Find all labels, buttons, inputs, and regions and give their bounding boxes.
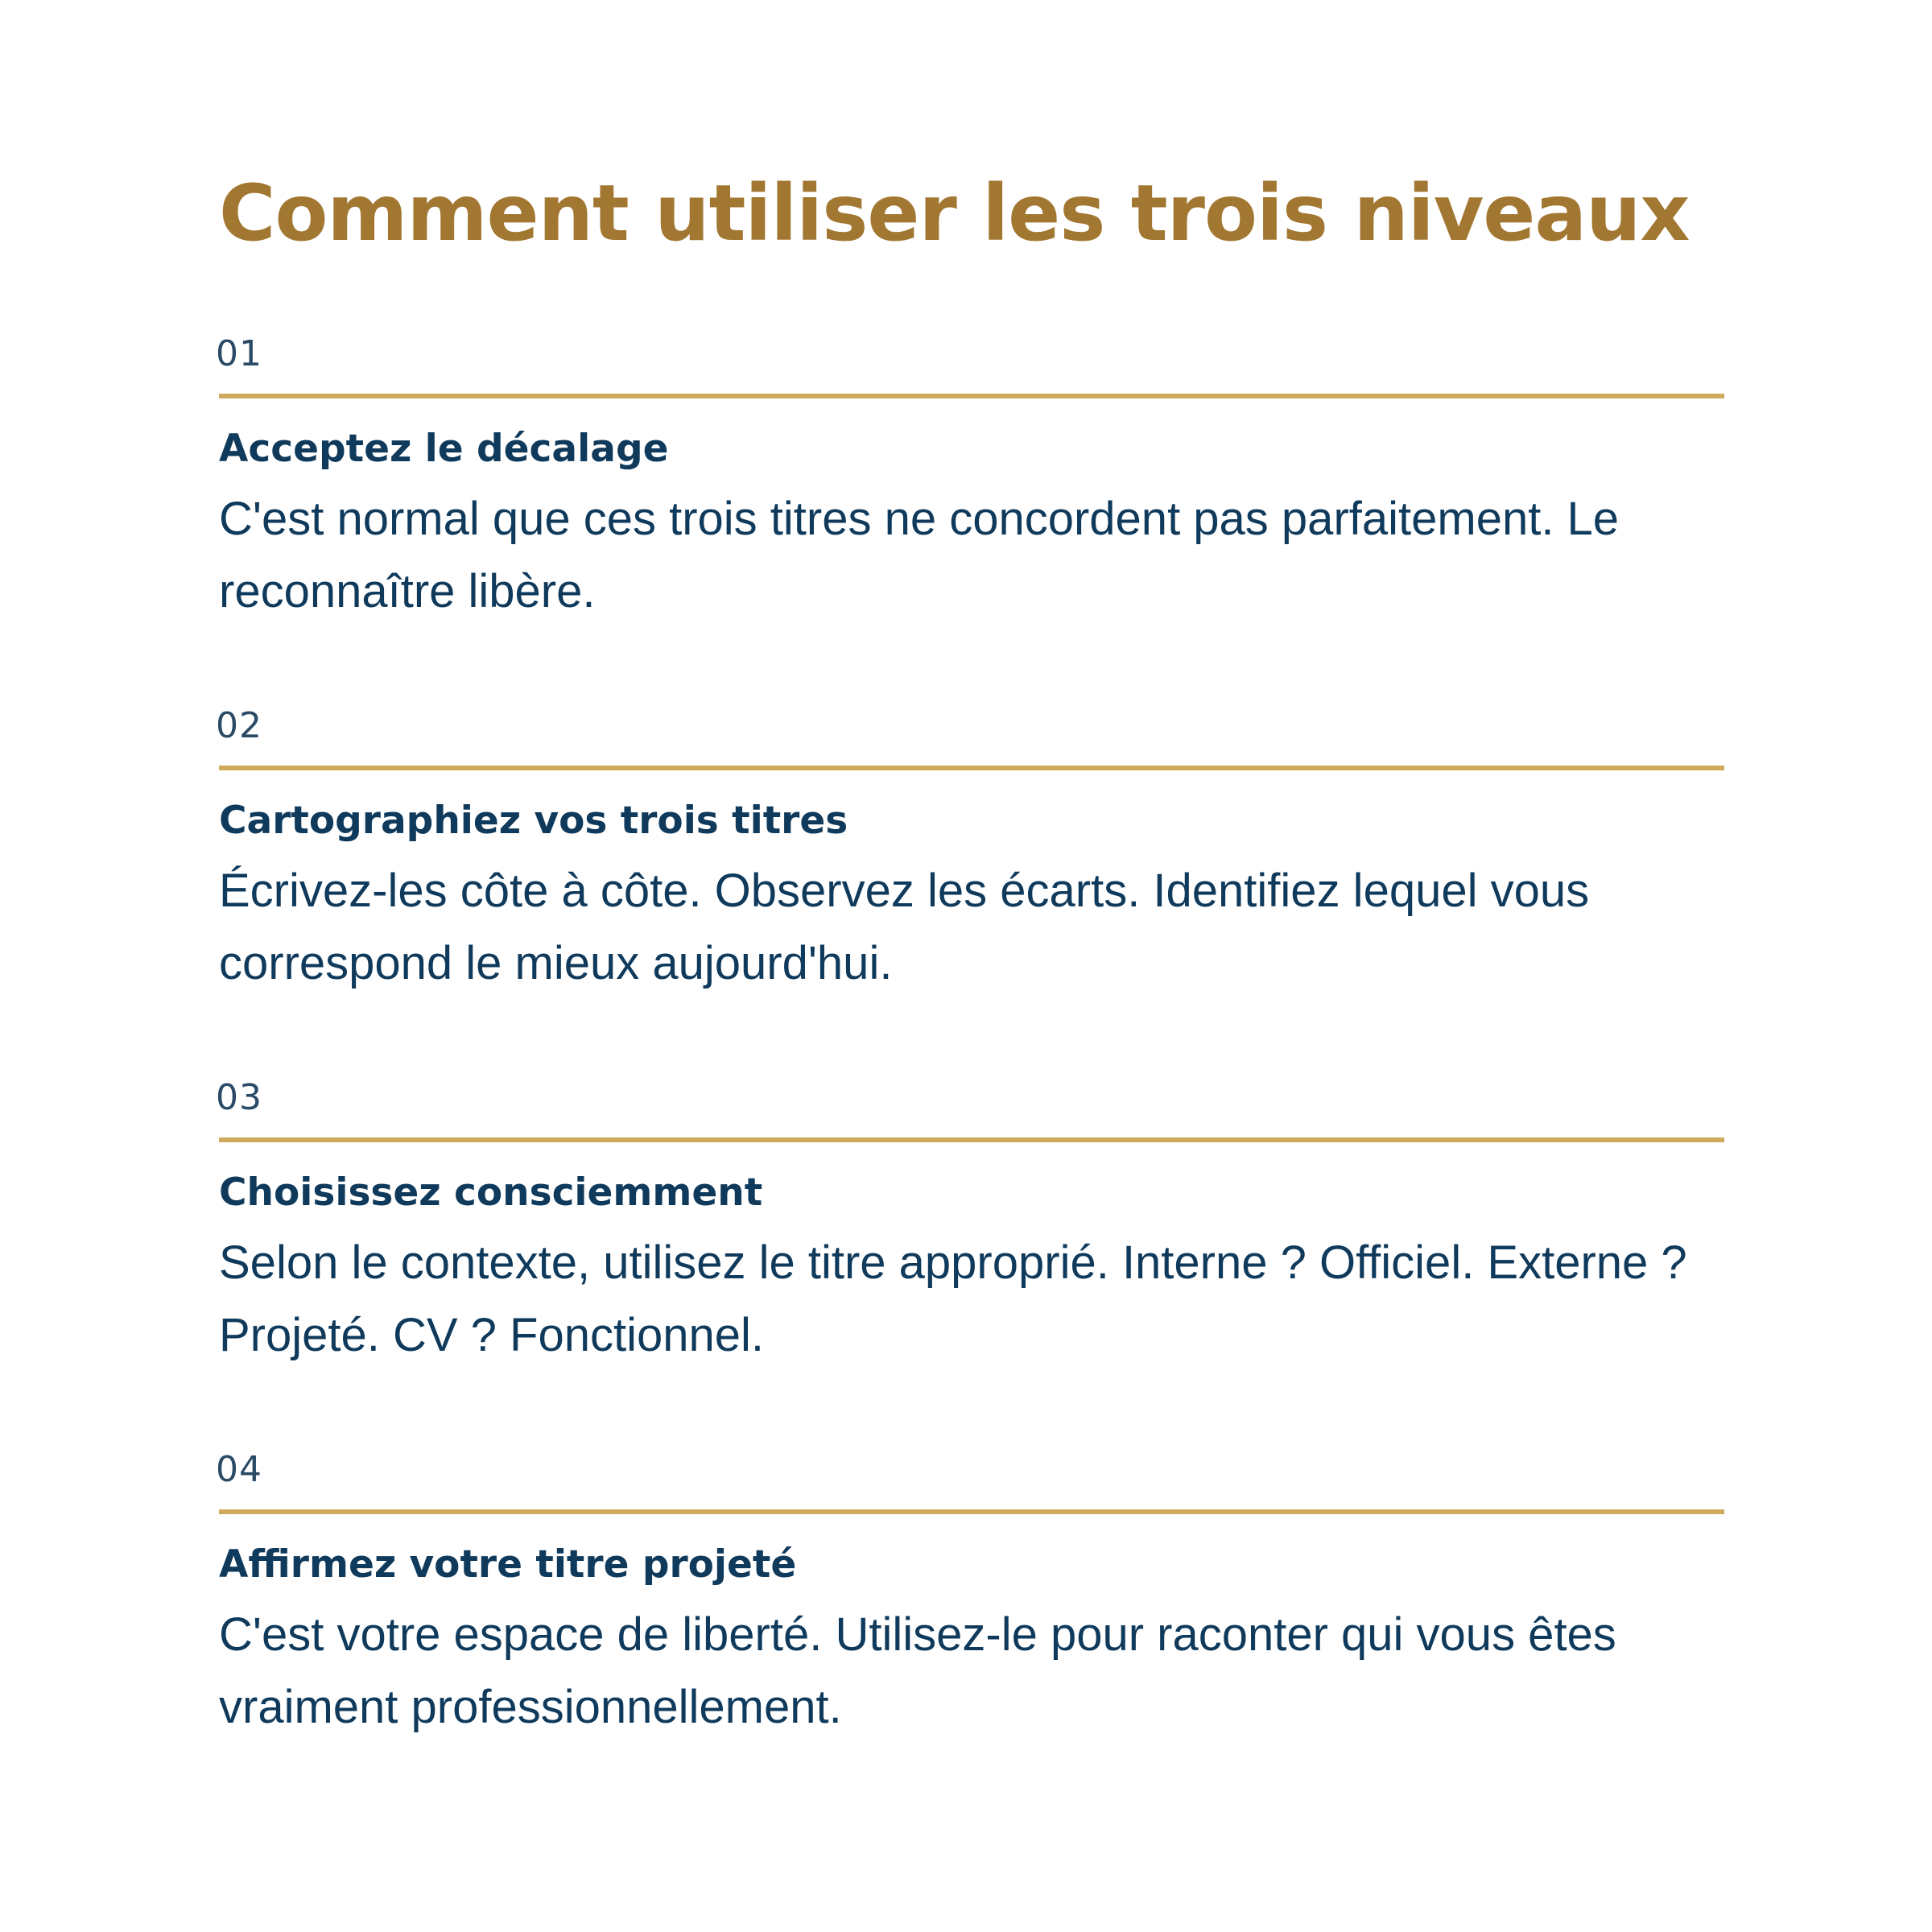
step-heading: Acceptez le décalage <box>219 427 669 471</box>
step-heading: Affirmez votre titre projeté <box>219 1542 797 1587</box>
step-number: 03 <box>216 1077 262 1118</box>
page-title: Comment utiliser les trois niveaux <box>219 168 1690 258</box>
step-number: 02 <box>216 705 262 746</box>
step-description: Selon le contexte, utilisez le titre approprié. Interne ? Officiel. Externe ? Projeté. CV ? Fonctionnel. <box>219 1236 1687 1361</box>
step-heading: Choisissez consciemment <box>219 1170 763 1215</box>
step-description: Écrivez-les côte à côte. Observez les écarts. Identifiez lequel vous correspond le mieux aujourd'hui. <box>219 865 1590 989</box>
step-divider <box>219 766 1724 770</box>
step-description: C'est normal que ces trois titres ne concordent pas parfaitement. Le reconnaître libère. <box>219 493 1620 617</box>
step-divider <box>219 1509 1724 1514</box>
step-divider <box>219 1137 1724 1142</box>
step-divider <box>219 394 1724 398</box>
step-number: 04 <box>216 1449 262 1490</box>
step-description: C'est votre espace de liberté. Utilisez-le pour raconter qui vous êtes vraiment professionnellement. <box>219 1608 1616 1733</box>
step-number: 01 <box>216 333 262 374</box>
step-heading: Cartographiez vos trois titres <box>219 799 848 843</box>
